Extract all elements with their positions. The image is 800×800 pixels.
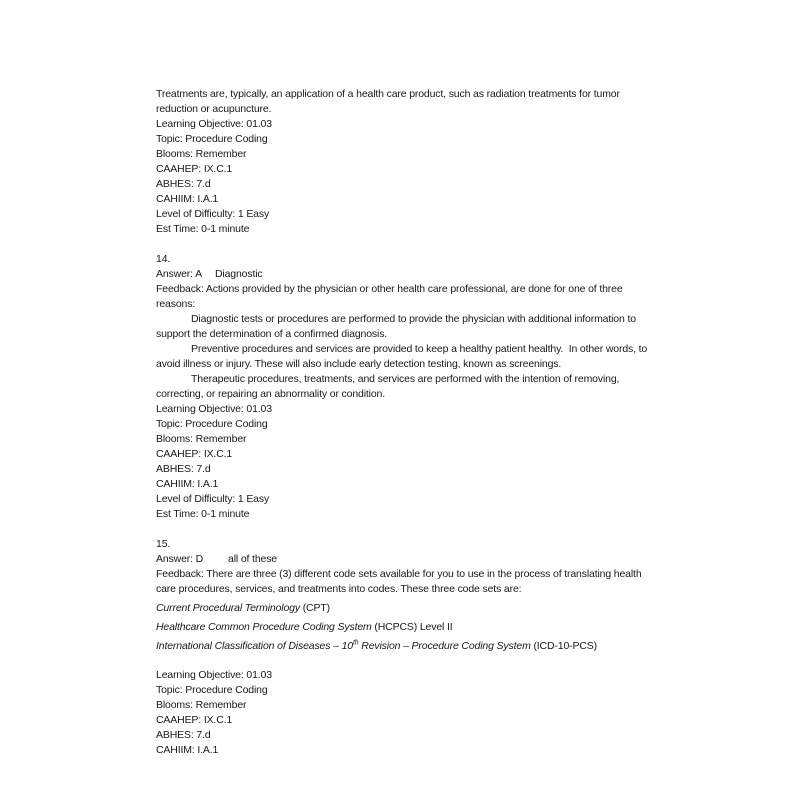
meta-line-learning-objective: Learning Objective: 01.03 [156,118,272,130]
meta-line-abhes: ABHES: 7.d [156,463,211,475]
meta-line-topic: Topic: Procedure Coding [156,133,268,145]
code-set-icd10pcs [156,639,658,654]
meta-line-caahep: CAAHEP: IX.C.1 [156,714,233,726]
meta-line-learning-objective: Learning Objective: 01.03 [156,403,272,415]
feedback-paragraph: Feedback: There are three (3) different code sets available for you to use in the process of translating health care procedures, services, and treatments into codes. These three code sets are: [156,568,645,595]
answer-label: Answer: D [156,553,204,565]
question-number: 15. [156,538,171,550]
feedback-intro: Feedback: Actions provided by the physician or other health care professional, are done for one of three reasons: [156,283,626,310]
meta-line-cahiim: CAHIIM: I.A.1 [156,744,219,756]
meta-line-cahiim: CAHIIM: I.A.1 [156,478,219,490]
superscript-th: th [352,639,359,647]
answer-text: all of these [228,553,277,565]
meta-line-learning-objective: Learning Objective: 01.03 [156,669,272,681]
answer-line [156,552,658,567]
meta-line-abhes: ABHES: 7.d [156,178,211,190]
meta-line-cahiim: CAHIIM: I.A.1 [156,193,219,205]
paragraph-treatments: Treatments are, typically, an application of a health care product, such as radiation treatments for tumor reduction or acupuncture. [156,88,623,115]
meta-line-difficulty: Level of Difficulty: 1 Easy [156,208,270,220]
answer-label: Answer: A [156,268,202,280]
question-number: 14. [156,253,171,265]
meta-line-abhes: ABHES: 7.d [156,729,211,741]
code-set-title: Healthcare Common Procedure Coding System [156,621,372,633]
code-set-cpt [156,601,658,616]
answer-text: Diagnostic [215,268,263,280]
meta-line-topic: Topic: Procedure Coding [156,418,268,430]
meta-line-caahep: CAAHEP: IX.C.1 [156,448,233,460]
feedback-paragraph-preventive: Preventive procedures and services are provided to keep a healthy patient healthy. In other words, to avoid illness or injury. These will also include early detection testing, known as screenings. [156,343,650,370]
code-set-abbrev: (ICD-10-PCS) [530,640,597,652]
document-page [156,87,658,758]
code-set-abbrev: (HCPCS) Level II [371,621,453,633]
code-set-title: Current Procedural Terminology [156,602,300,614]
meta-line-est-time: Est Time: 0-1 minute [156,223,250,235]
code-set-title: International Classification of Diseases – 10 [156,640,353,652]
meta-line-caahep: CAAHEP: IX.C.1 [156,163,233,175]
answer-line [156,267,658,282]
code-set-hcpcs [156,620,658,635]
meta-line-est-time: Est Time: 0-1 minute [156,508,250,520]
feedback-paragraph-therapeutic: Therapeutic procedures, treatments, and services are performed with the intention of removing, correcting, or repairing an abnormality or condition. [156,373,623,400]
meta-line-blooms: Blooms: Remember [156,433,247,445]
meta-line-blooms: Blooms: Remember [156,148,247,160]
code-set-title: Revision – Procedure Coding System [358,640,531,652]
meta-line-difficulty: Level of Difficulty: 1 Easy [156,493,270,505]
feedback-paragraph-diagnostic: Diagnostic tests or procedures are performed to provide the physician with additional information to support the determination of a confirmed diagnosis. [156,313,639,340]
code-set-abbrev: (CPT) [299,602,330,614]
meta-line-blooms: Blooms: Remember [156,699,247,711]
meta-line-topic: Topic: Procedure Coding [156,684,268,696]
